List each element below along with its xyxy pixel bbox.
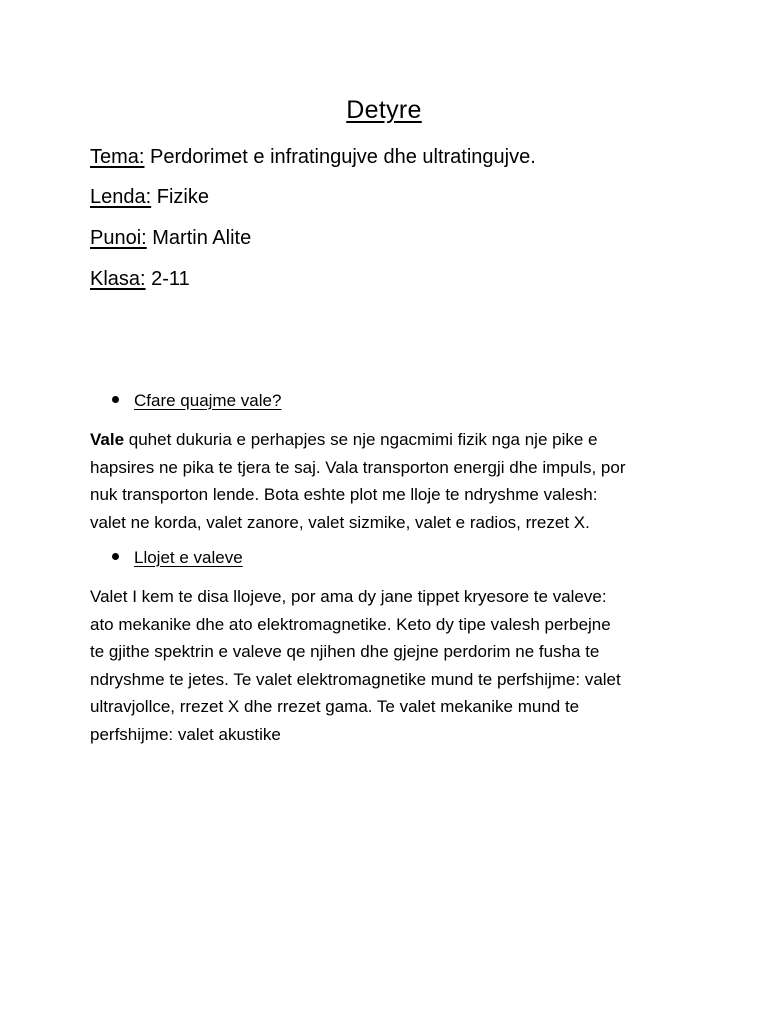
bullet-dot-icon: [112, 553, 119, 560]
paragraph-line: ndryshme te jetes. Te valet elektromagnetike mund te perfshijme: valet: [90, 669, 621, 689]
bullet-item-cfare-quajme-vale: [112, 391, 281, 411]
tema-label: Tema:: [90, 146, 145, 168]
bold-term: Vale: [90, 430, 125, 449]
line-text: quhet dukuria e perhapjes se nje ngacmimi fizik nga nje pike e: [124, 430, 598, 449]
paragraph-line: nuk transporton lende. Bota eshte plot me lloje te ndryshme valesh:: [90, 485, 598, 504]
paragraph-line: ato mekanike dhe ato elektromagnetike. Keto dy tipe valesh perbejne: [90, 614, 611, 634]
paragraph-line: valet ne korda, valet zanore, valet sizmike, valet e radios, rrezet X.: [90, 512, 590, 532]
paragraph-line: [90, 426, 690, 454]
paragraph-vale-definition: [90, 426, 690, 536]
lenda-label: Lenda:: [90, 186, 152, 208]
punoi-label: Punoi:: [90, 227, 147, 249]
paragraph-line: te gjithe spektrin e valeve qe njihen dhe gjejne perdorim ne fusha te: [90, 642, 600, 661]
klasa-label: Klasa:: [90, 268, 146, 290]
meta-punoi: [90, 227, 251, 250]
paragraph-line: ultravjollce, rrezet X dhe rrezet gama. Te valet mekanike mund te: [90, 697, 580, 716]
bullet-text: Llojet e valeve: [134, 548, 243, 567]
bullet-dot-icon: [112, 396, 119, 403]
lenda-value: Fizike: [151, 186, 209, 208]
tema-value: Perdorimet e infratingujve dhe ultratingujve.: [144, 146, 536, 168]
paragraph-line: perfshijme: valet akustike: [90, 724, 281, 744]
punoi-value: Martin Alite: [146, 227, 252, 249]
bullet-text: Cfare quajme vale?: [134, 391, 282, 410]
meta-lenda: [90, 186, 209, 209]
page-title: Detyre: [346, 96, 422, 124]
paragraph-line: Valet I kem te disa llojeve, por ama dy jane tippet kryesore te valeve:: [90, 587, 607, 606]
meta-klasa: [90, 268, 190, 291]
klasa-value: 2-11: [145, 268, 190, 290]
meta-tema: [90, 146, 536, 169]
bullet-item-llojet-e-valeve: [112, 548, 243, 568]
paragraph-line: hapsires ne pika te tjera te saj. Vala transporton energji dhe impuls, por: [90, 457, 626, 477]
paragraph-wave-types: [90, 583, 690, 748]
